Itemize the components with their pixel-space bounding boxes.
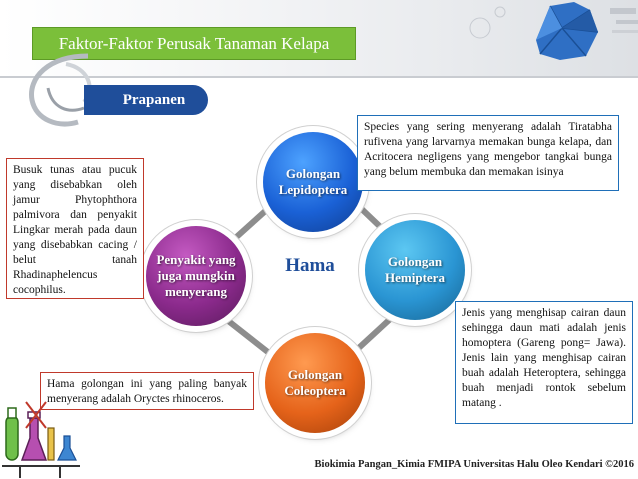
node-lepidoptera-label: Golongan Lepidoptera — [278, 165, 348, 197]
diagram-center-label: Hama — [285, 255, 335, 276]
section-pill: Prapanen — [84, 85, 208, 115]
node-hemiptera-label: Golongan Hemiptera — [385, 253, 445, 285]
page-title: Faktor-Faktor Perusak Tanaman Kelapa — [32, 27, 356, 60]
node-disease-label: Penyakit yang juga mungkin menyerang — [156, 251, 236, 300]
chemistry-glassware-icon — [0, 398, 90, 479]
node-hemiptera — [365, 220, 465, 320]
footer-credit: Biokimia Pangan_Kimia FMIPA Universitas Halu Oleo Kendari ©2016 — [314, 459, 634, 470]
note-coleoptera: Hama golongan ini yang paling banyak menyerang adalah Oryctes rhinoceros. — [40, 372, 254, 410]
node-coleoptera-label: Golongan Coleoptera — [284, 366, 346, 398]
node-disease — [146, 226, 246, 326]
node-lepidoptera — [263, 132, 363, 232]
note-hemiptera: Jenis yang menghisap cairan daun sehingga daun mati adalah jenis homoptera (Gareng pong= Jawa). Jenis lain yang menghisap cairan buah adalah Heteroptera, sehingga buah menjadi rontok sebelum matang . — [455, 301, 633, 424]
note-disease: Busuk tunas atau pucuk yang disebabkan oleh jamur Phytophthora palmivora dan penyakit Lingkar merah pada daun yang disebabkan cacing / belut tanah Rhadinaphelencus cocophilus. — [6, 158, 144, 299]
node-coleoptera — [265, 333, 365, 433]
note-lepidoptera: Species yang sering menyerang adalah Tiratabha rufivena yang larvarnya memakan bunga kelapa, dan Acritocera negligens yang mengebor tangkai bunga yang belum membuka dan memakan isinya — [357, 115, 619, 191]
